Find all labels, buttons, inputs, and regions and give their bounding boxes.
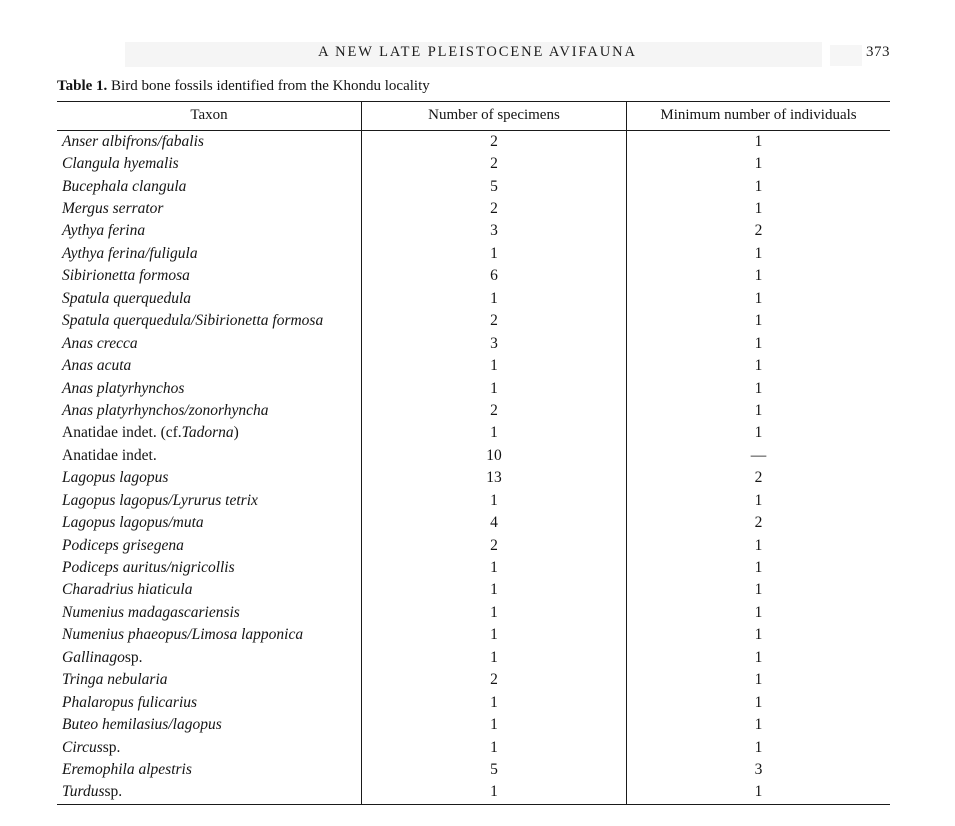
individuals-cell: 1 bbox=[626, 490, 890, 512]
specimens-cell: 2 bbox=[361, 310, 626, 332]
table-row bbox=[57, 332, 890, 354]
taxon-name-part: Numenius madagascariensis bbox=[62, 603, 240, 621]
table-row bbox=[57, 355, 890, 377]
table-caption-text: Bird bone fossils identified from the Khondu locality bbox=[107, 78, 430, 94]
individuals-cell: 1 bbox=[626, 647, 890, 669]
taxon-cell bbox=[57, 534, 361, 556]
taxon-name-part: Tringa nebularia bbox=[62, 671, 168, 689]
specimens-cell: 1 bbox=[361, 602, 626, 624]
specimens-cell: 2 bbox=[361, 153, 626, 175]
taxon-name-part: Tadorna bbox=[181, 424, 234, 442]
individuals-cell: 1 bbox=[626, 691, 890, 713]
table-header-row bbox=[57, 101, 890, 131]
taxon-cell bbox=[57, 624, 361, 646]
specimens-cell: 6 bbox=[361, 265, 626, 287]
taxon-cell bbox=[57, 243, 361, 265]
table-row bbox=[57, 265, 890, 287]
individuals-cell: 1 bbox=[626, 579, 890, 601]
taxon-cell bbox=[57, 288, 361, 310]
taxon-cell bbox=[57, 781, 361, 803]
taxon-cell bbox=[57, 736, 361, 758]
table-row bbox=[57, 400, 890, 422]
taxon-cell bbox=[57, 714, 361, 736]
taxon-name-part: Lagopus lagopus/muta bbox=[62, 514, 204, 532]
table-row bbox=[57, 490, 890, 512]
taxon-cell bbox=[57, 602, 361, 624]
taxon-name-part: Podiceps auritus/nigricollis bbox=[62, 559, 235, 577]
taxon-cell bbox=[57, 512, 361, 534]
table-row bbox=[57, 759, 890, 781]
taxon-cell bbox=[57, 579, 361, 601]
specimens-cell: 2 bbox=[361, 534, 626, 556]
individuals-cell: 1 bbox=[626, 198, 890, 220]
specimens-cell: 3 bbox=[361, 220, 626, 242]
taxon-cell bbox=[57, 400, 361, 422]
individuals-cell: 1 bbox=[626, 400, 890, 422]
taxon-name-part: Buteo hemilasius/lagopus bbox=[62, 716, 222, 734]
taxon-name-part: Mergus serrator bbox=[62, 200, 164, 218]
specimens-cell: 2 bbox=[361, 669, 626, 691]
individuals-cell: 2 bbox=[626, 467, 890, 489]
table-row bbox=[57, 534, 890, 556]
taxon-name-part: Gallinago bbox=[62, 648, 125, 666]
taxon-name-part: Anas platyrhynchos/zonorhyncha bbox=[62, 401, 269, 419]
table-row bbox=[57, 422, 890, 444]
specimens-cell: 1 bbox=[361, 691, 626, 713]
individuals-cell: 1 bbox=[626, 332, 890, 354]
specimens-cell: 2 bbox=[361, 198, 626, 220]
individuals-cell: 1 bbox=[626, 175, 890, 197]
taxon-name-part: Anatidae indet. (cf. bbox=[62, 424, 182, 442]
table-row bbox=[57, 175, 890, 197]
individuals-cell: — bbox=[626, 445, 890, 467]
taxon-name-part: Phalaropus fulicarius bbox=[62, 693, 198, 711]
column-header-taxon: Taxon bbox=[190, 107, 228, 124]
taxon-cell bbox=[57, 131, 361, 153]
taxon-name-part: Lagopus lagopus/Lyrurus tetrix bbox=[62, 491, 258, 509]
individuals-cell: 1 bbox=[626, 288, 890, 310]
taxon-name-part: sp. bbox=[104, 783, 123, 801]
taxon-name-part: Turdus bbox=[62, 783, 105, 801]
specimens-cell: 5 bbox=[361, 175, 626, 197]
taxon-name-part: Spatula querquedula/Sibirionetta formosa bbox=[62, 312, 324, 330]
individuals-cell: 1 bbox=[626, 736, 890, 758]
specimens-cell: 1 bbox=[361, 624, 626, 646]
table-row bbox=[57, 288, 890, 310]
taxon-name-part: Aythya ferina/fuligula bbox=[62, 244, 198, 262]
individuals-cell: 1 bbox=[626, 669, 890, 691]
running-head-title: A NEW LATE PLEISTOCENE AVIFAUNA bbox=[318, 44, 637, 60]
page-number: 373 bbox=[866, 44, 890, 60]
specimens-cell: 5 bbox=[361, 759, 626, 781]
table-row bbox=[57, 691, 890, 713]
taxon-cell bbox=[57, 377, 361, 399]
taxon-name-part: Spatula querquedula bbox=[62, 289, 192, 307]
taxon-cell bbox=[57, 220, 361, 242]
individuals-cell: 1 bbox=[626, 534, 890, 556]
taxon-cell bbox=[57, 490, 361, 512]
taxon-cell bbox=[57, 265, 361, 287]
taxon-cell bbox=[57, 422, 361, 444]
taxon-name-part: Aythya ferina bbox=[62, 222, 146, 240]
specimens-cell: 13 bbox=[361, 467, 626, 489]
specimens-cell: 1 bbox=[361, 377, 626, 399]
specimen-table bbox=[57, 101, 890, 805]
individuals-cell: 1 bbox=[626, 243, 890, 265]
taxon-cell bbox=[57, 467, 361, 489]
table-row bbox=[57, 153, 890, 175]
specimens-cell: 1 bbox=[361, 243, 626, 265]
specimens-cell: 1 bbox=[361, 736, 626, 758]
taxon-cell bbox=[57, 557, 361, 579]
specimens-cell: 1 bbox=[361, 422, 626, 444]
table-row bbox=[57, 647, 890, 669]
taxon-name-part: Anas platyrhynchos bbox=[62, 379, 185, 397]
taxon-name-part: sp. bbox=[102, 738, 121, 756]
individuals-cell: 1 bbox=[626, 624, 890, 646]
specimens-cell: 1 bbox=[361, 557, 626, 579]
specimens-cell: 1 bbox=[361, 781, 626, 803]
taxon-cell bbox=[57, 198, 361, 220]
specimens-cell: 4 bbox=[361, 512, 626, 534]
individuals-cell: 1 bbox=[626, 422, 890, 444]
table-row bbox=[57, 243, 890, 265]
taxon-name-part: Circus bbox=[62, 738, 103, 756]
individuals-cell: 2 bbox=[626, 220, 890, 242]
specimens-cell: 1 bbox=[361, 490, 626, 512]
individuals-cell: 1 bbox=[626, 153, 890, 175]
table-row bbox=[57, 445, 890, 467]
table-row bbox=[57, 624, 890, 646]
taxon-cell bbox=[57, 175, 361, 197]
individuals-cell: 1 bbox=[626, 131, 890, 153]
specimens-cell: 2 bbox=[361, 131, 626, 153]
taxon-cell bbox=[57, 759, 361, 781]
table-row bbox=[57, 377, 890, 399]
table-row bbox=[57, 220, 890, 242]
taxon-name-part: Lagopus lagopus bbox=[62, 469, 169, 487]
taxon-name-part: Charadrius hiaticula bbox=[62, 581, 193, 599]
individuals-cell: 1 bbox=[626, 557, 890, 579]
taxon-cell bbox=[57, 445, 361, 467]
individuals-cell: 1 bbox=[626, 355, 890, 377]
taxon-cell bbox=[57, 669, 361, 691]
individuals-cell: 1 bbox=[626, 602, 890, 624]
column-header-individuals: Minimum number of individuals bbox=[626, 102, 890, 130]
specimens-cell: 10 bbox=[361, 445, 626, 467]
taxon-cell bbox=[57, 310, 361, 332]
specimens-cell: 2 bbox=[361, 400, 626, 422]
taxon-name-part: Eremophila alpestris bbox=[62, 760, 192, 778]
table-body bbox=[57, 131, 890, 805]
table-row bbox=[57, 467, 890, 489]
table-row bbox=[57, 131, 890, 153]
taxon-cell bbox=[57, 355, 361, 377]
taxon-name-part: sp. bbox=[124, 648, 143, 666]
table-row bbox=[57, 557, 890, 579]
table-row bbox=[57, 781, 890, 803]
table-row bbox=[57, 579, 890, 601]
column-header-specimens: Number of specimens bbox=[361, 102, 626, 130]
individuals-cell: 3 bbox=[626, 759, 890, 781]
specimens-cell: 1 bbox=[361, 288, 626, 310]
individuals-cell: 1 bbox=[626, 714, 890, 736]
specimens-cell: 1 bbox=[361, 647, 626, 669]
taxon-name-part: Anatidae indet. bbox=[62, 446, 157, 464]
taxon-name-part: Clangula hyemalis bbox=[62, 155, 179, 173]
individuals-cell: 1 bbox=[626, 377, 890, 399]
taxon-name-part: Bucephala clangula bbox=[62, 177, 187, 195]
table-row bbox=[57, 602, 890, 624]
table-row bbox=[57, 714, 890, 736]
taxon-cell bbox=[57, 332, 361, 354]
table-row bbox=[57, 310, 890, 332]
taxon-cell bbox=[57, 647, 361, 669]
individuals-cell: 1 bbox=[626, 265, 890, 287]
table-row bbox=[57, 669, 890, 691]
individuals-cell: 1 bbox=[626, 310, 890, 332]
individuals-cell: 1 bbox=[626, 781, 890, 803]
table-caption-label: Table 1. bbox=[57, 78, 108, 94]
taxon-name-part: ) bbox=[233, 424, 239, 442]
table-row bbox=[57, 198, 890, 220]
taxon-name-part: Sibirionetta formosa bbox=[62, 267, 190, 285]
specimens-cell: 1 bbox=[361, 355, 626, 377]
table-row bbox=[57, 512, 890, 534]
table-row bbox=[57, 736, 890, 758]
specimens-cell: 1 bbox=[361, 579, 626, 601]
individuals-cell: 2 bbox=[626, 512, 890, 534]
taxon-cell bbox=[57, 691, 361, 713]
taxon-name-part: Anas acuta bbox=[62, 357, 132, 375]
taxon-cell bbox=[57, 153, 361, 175]
taxon-name-part: Anser albifrons/fabalis bbox=[62, 132, 204, 150]
taxon-name-part: Anas crecca bbox=[62, 334, 138, 352]
specimens-cell: 3 bbox=[361, 332, 626, 354]
taxon-name-part: Podiceps grisegena bbox=[62, 536, 184, 554]
taxon-name-part: Numenius phaeopus/Limosa lapponica bbox=[62, 626, 304, 644]
specimens-cell: 1 bbox=[361, 714, 626, 736]
table-caption bbox=[57, 78, 430, 95]
